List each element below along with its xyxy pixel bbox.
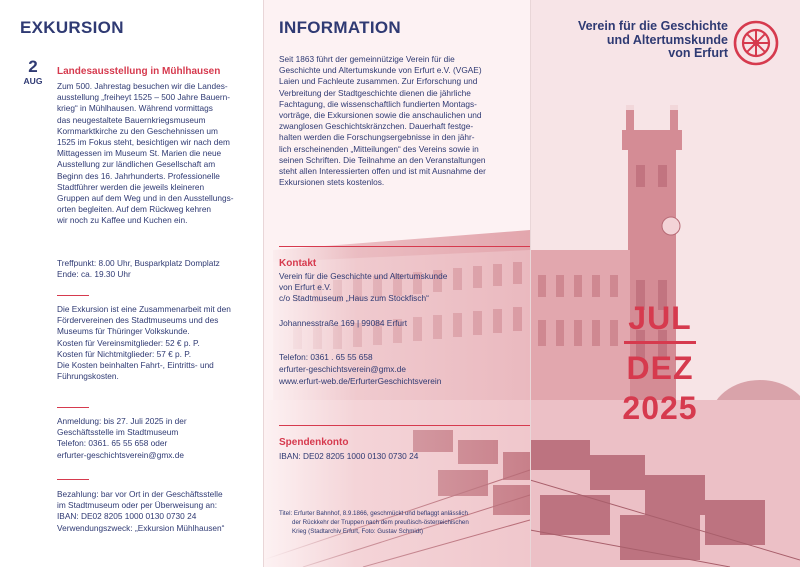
event-title: Landesausstellung in Mühlhausen <box>57 66 221 77</box>
text-line: Geschäftsstelle im Stadtmuseum <box>57 427 179 438</box>
text-line: Mittagessen im Museum St. Marien die neue <box>57 148 222 159</box>
text-line: von Erfurt e.V. <box>279 282 332 293</box>
text-line: Die Kosten beinhalten Fahrt-, Eintritts- und <box>57 360 214 371</box>
divider <box>279 425 530 426</box>
text-line: Krieg (Stadtarchiv Erfurt, Foto: Gustav Schmidt) <box>292 527 424 535</box>
text-line: erfurter-geschichtsverein@gmx.de <box>57 449 184 460</box>
period-end: DEZ <box>626 349 694 386</box>
meeting-info <box>57 258 257 280</box>
event-description <box>57 81 257 227</box>
contact-street: Johannesstraße 169 | 99084 Erfurt <box>279 318 408 328</box>
org-line: Verein für die Geschichte <box>577 19 728 33</box>
text-line: Kosten für Nichtmitglieder: 57 € p. P. <box>57 348 192 359</box>
cover-panel <box>530 0 800 567</box>
text-line: krieg“ in Mühlhausen. Während vormittags <box>57 103 213 114</box>
text-line: Verbreitung der Stadtgeschichte dienen die jährliche <box>279 87 471 98</box>
contact-phone: Telefon: 0361 . 65 55 658 <box>279 352 373 362</box>
text-line: Beginn des 16. Jahrhunderts. Professionelle <box>57 170 220 181</box>
excursion-heading: EXKURSION <box>20 18 124 37</box>
divider <box>279 246 530 247</box>
meeting-point: Treffpunkt: 8.00 Uhr, Busparkplatz Domplatz <box>57 258 220 268</box>
text-line: Titel: Erfurter Bahnhof, 8.9.1866, geschmückt und beflaggt anlässlich <box>279 510 468 517</box>
date-month: AUG <box>23 76 43 86</box>
photo-caption <box>279 510 524 536</box>
divider <box>57 479 89 480</box>
payment-info <box>57 489 262 534</box>
fold-line <box>530 0 531 567</box>
erfurt-wheel-logo-icon <box>733 20 779 66</box>
text-line: orten begleiten. Auf dem Rückweg kehren <box>57 204 212 215</box>
text-line: vorträge, die Exkursionen sowie die anschaulichen und <box>279 110 482 121</box>
fold-line <box>263 0 264 567</box>
excursion-panel <box>0 0 263 567</box>
text-line: Verein für die Geschichte und Altertumskunde <box>279 271 448 281</box>
text-line: Führungskosten. <box>57 371 119 382</box>
text-line: Seit 1863 führt der gemeinnützige Verein für die <box>279 54 455 64</box>
org-line: und Altertumskunde <box>606 32 728 47</box>
information-panel <box>263 0 530 567</box>
information-text <box>279 54 524 188</box>
text-line: der Rückkehr der Truppen nach dem preußisch-österreichischen <box>292 518 469 526</box>
text-line: lich erscheinenden „Mitteilungen“ des Vereins sowie in <box>279 143 479 154</box>
period-block <box>620 300 700 426</box>
period-separator <box>624 341 696 344</box>
text-line: Die Exkursion ist eine Zusammenarbeit mit den <box>57 304 231 314</box>
text-line: Fördervereinen des Stadtmuseums und des <box>57 315 219 326</box>
end-time: Ende: ca. 19.30 Uhr <box>57 269 131 280</box>
text-line: Laien und Fachleute zusammen. Zur Erforschung und <box>279 76 478 87</box>
text-line: Ausstellung zur ländlichen Gesellschaft am <box>57 159 216 170</box>
contact-website-link[interactable]: www.erfurt-web.de/ErfurterGeschichtsverein <box>279 376 442 386</box>
station-photo-right <box>530 0 800 567</box>
text-line: Fachtagung, die wissenschaftlich fundierten Montags- <box>279 98 477 109</box>
text-line: Gruppen auf dem Weg und in den Ausstellungs- <box>57 193 234 204</box>
text-line: Kosten für Vereinsmitglieder: 52 € p. P. <box>57 337 200 348</box>
text-line: Museums für Thüringer Volkskunde. <box>57 326 190 337</box>
donation-iban: IBAN: DE02 8205 1000 0130 0730 24 <box>279 451 419 461</box>
org-line: von Erfurt <box>668 46 728 60</box>
text-line: Stadtführer werden die jeweils kleineren <box>57 181 205 192</box>
divider <box>57 295 89 296</box>
contact-address <box>279 271 524 305</box>
text-line: wir noch zu Kaffee und Kuchen ein. <box>57 215 188 226</box>
registration-info <box>57 416 257 461</box>
text-line: Geschichte und Altertumskunde von Erfurt e.V. (VGAE) <box>279 65 482 76</box>
text-line: Bezahlung: bar vor Ort in der Geschäftsstelle <box>57 489 223 499</box>
text-line: Telefon: 0361. 65 55 658 oder <box>57 438 168 449</box>
text-line: Kornmarktkirche zu den Geschehnissen um <box>57 125 218 136</box>
contact-email-link[interactable]: erfurter-geschichtsverein@gmx.de <box>279 364 406 374</box>
text-line: seinen Schriften. Die Teilnahme an den Veranstaltungen <box>279 154 486 165</box>
event-date <box>20 58 46 86</box>
text-line: halten werden die Forschungsergebnisse in den jähr- <box>279 132 475 143</box>
text-line: c/o Stadtmuseum „Haus zum Stockfisch“ <box>279 293 429 304</box>
text-line: im Stadtmuseum oder per Überweisung an: <box>57 500 218 511</box>
text-line: das neugestaltete Bauernkriegsmuseum <box>57 114 206 125</box>
donation-heading: Spendenkonto <box>279 437 349 448</box>
contact-heading: Kontakt <box>279 258 317 269</box>
period-start: JUL <box>628 300 692 336</box>
period-year: 2025 <box>622 389 698 426</box>
information-heading: INFORMATION <box>279 18 401 37</box>
divider <box>57 407 89 408</box>
text-line: IBAN: DE02 8205 1000 0130 0730 24 <box>57 511 197 522</box>
text-line: Verwendungszweck: „Exkursion Mühlhausen“ <box>57 522 225 533</box>
organization-name <box>542 20 728 61</box>
text-line: Exkursionen stets kostenlos. <box>279 177 385 188</box>
text-line: steht allen Interessierten offen und ist mit Ausnahme der <box>279 166 486 177</box>
cost-info <box>57 304 257 382</box>
text-line: 1525 im Fokus steht, besichtigen wir nach dem <box>57 137 230 148</box>
date-day: 2 <box>28 57 38 76</box>
text-line: Zum 500. Jahrestag besuchen wir die Landes- <box>57 81 228 91</box>
text-line: zwanglosen Geschichtskränzchen. Dauerhaft festge- <box>279 121 474 132</box>
text-line: ausstellung „freiheyt 1525 – 500 Jahre Bauern- <box>57 92 230 103</box>
text-line: Anmeldung: bis 27. Juli 2025 in der <box>57 416 187 426</box>
